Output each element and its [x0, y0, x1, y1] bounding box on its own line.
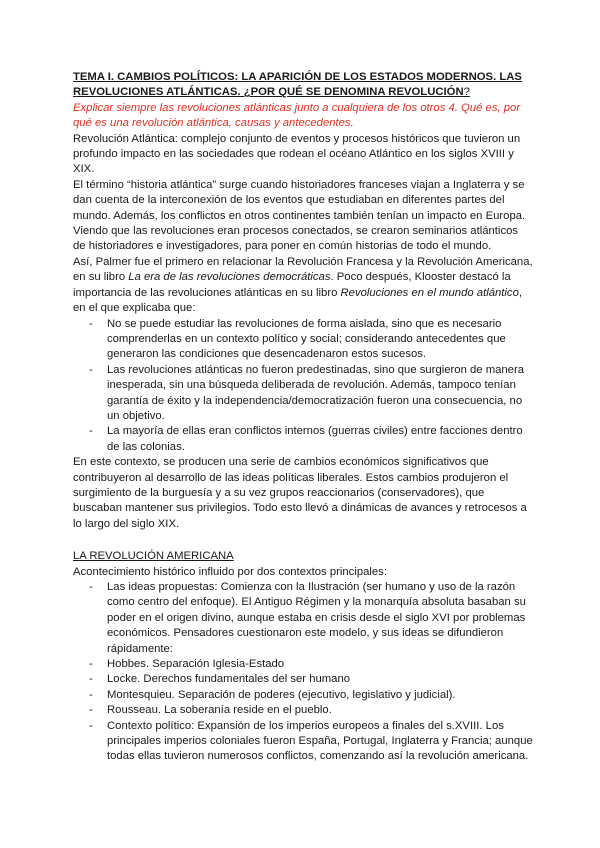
book-title-klooster: Revoluciones en el mundo atlántico — [340, 286, 519, 299]
list-item-text: Rousseau. La soberanía reside en el pueblo. — [107, 704, 332, 717]
list-item-text: Hobbes. Separación Iglesia-Estado — [107, 658, 285, 671]
instruction-note: Explicar siempre las revoluciones atlánticas junto a cualquiera de los otros 4. Qué es, por qué es una revolución atlántica, causas y antecedentes. — [73, 101, 521, 130]
bullet-dash: - — [89, 317, 93, 330]
list-item — [73, 424, 533, 455]
paragraph-definition: Revolución Atlántica: complejo conjunto de eventos y procesos históricos que tuvieron un profundo impacto en las sociedades que rodean el océano Atlántico en los siglos XVIII y XIX. — [73, 132, 521, 176]
list-item — [73, 657, 533, 672]
bullet-dash: - — [89, 658, 93, 671]
list-item — [73, 580, 533, 657]
bullet-dash: - — [89, 673, 93, 686]
list-item-text: Locke. Derechos fundamentales del ser humano — [107, 673, 351, 686]
p4-part-a: Así, Palmer fue el primero en relacionar la Revolución Francesa y la Revolución Americana, en su libro — [73, 255, 533, 284]
bullet-dash: - — [89, 704, 93, 717]
document-title — [73, 70, 533, 101]
list-item-text: Las revoluciones atlánticas no fueron predestinadas, sino que surgieron de manera inesperada, sin una búsqueda deliberada de revolución. Además, tampoco tenían garantía de éxito y la independencia/democratización fueron una consecuencia, no un objetivo. — [107, 363, 524, 422]
bullet-dash: - — [89, 425, 93, 438]
list-item — [73, 703, 533, 718]
bullet-dash: - — [89, 363, 93, 376]
list-item — [73, 719, 533, 765]
title-text: TEMA I. CAMBIOS POLÍTICOS: LA APARICIÓN DE LOS ESTADOS MODERNOS. LAS REVOLUCIONES ATLÁNTICAS. ¿POR QUÉ SE DENOMINA REVOLUCIÓN — [73, 71, 522, 99]
list-item-text: La mayoría de ellas eran conflictos internos (guerras civiles) entre facciones dentro de las colonias. — [107, 425, 523, 453]
paragraph-intro: Acontecimiento histórico influido por dos contextos principales: — [73, 565, 387, 578]
bullet-dash: - — [89, 688, 93, 701]
list-item — [73, 672, 533, 687]
bullet-dash: - — [89, 581, 93, 593]
list-item-text: Contexto político: Expansión de los imperios europeos a finales del s.XVIII. Los principales imperios coloniales fueron España, Portugal, Inglaterra y Francia; aunque todas ellas tuvieron numerosos conflictos, comenzando así la revolución americana. — [107, 719, 533, 763]
section-title: LA REVOLUCIÓN AMERICANA — [73, 550, 234, 563]
list-item-text: Las ideas propuestas: Comienza con la Ilustración (ser humano y uso de la razón como centro del enfoque). El Antiguo Régimen y la monarquía absoluta basaban su poder en el origen divino, aunque estaba en crisis desde el siglo XVI por problemas económicos. Pensadores cuestionaron este modelo, y sus ideas se difundieron rápidamente: — [107, 581, 526, 655]
p4-part-e: , en el que explicaba que: — [73, 286, 523, 315]
book-title-palmer: La era de las revoluciones democráticas — [128, 271, 331, 284]
list-item — [73, 688, 533, 703]
document-page — [73, 70, 533, 765]
paragraph-atlantic-history: El término “historia atlántica” surge cuando historiadores franceses viajan a Inglaterra y se dan cuenta de la interconexión de los eventos que estudiaban en diferentes partes del mundo. Además, los conflictos en otros continentes también tenían un impacto en Europa. — [73, 178, 526, 222]
paragraph-seminars: Viendo que las revoluciones eran procesos conectados, se crearon seminarios atlánticos de historiadores e investigadores, para poner en común historias de todo el mundo. — [73, 225, 519, 253]
paragraph-palmer-klooster — [73, 255, 533, 317]
p4-part-c: . Poco después, Klooster destacó la importancia de las revoluciones atlánticas en su libro — [73, 271, 511, 299]
paragraph-context: En este contexto, se producen una serie de cambios económicos significativos que contribuyeron al desarrollo de las ideas políticas liberales. Estos cambios produjeron el surgimiento de la burguesía y a su vez grupos reaccionarios (conservadores), que buscaban mantener sus privilegios. Todo esto llevó a dinámicas de avances y retrocesos a lo largo del siglo XIX. — [73, 456, 527, 530]
list-item — [73, 317, 533, 363]
context-list — [73, 580, 533, 765]
list-item-text: No se puede estudiar las revoluciones de forma aislada, sino que es necesario comprenderlas en un contexto político y social; considerando antecedentes que generaron las condiciones que desencadenaron estos sucesos. — [107, 317, 506, 361]
list-item — [73, 363, 533, 425]
list-item-text: Montesquieu. Separación de poderes (ejecutivo, legislativo y judicial). — [107, 688, 456, 701]
klooster-points-list — [73, 317, 533, 456]
bullet-dash: - — [89, 719, 93, 732]
title-question-mark: ? — [463, 86, 470, 99]
